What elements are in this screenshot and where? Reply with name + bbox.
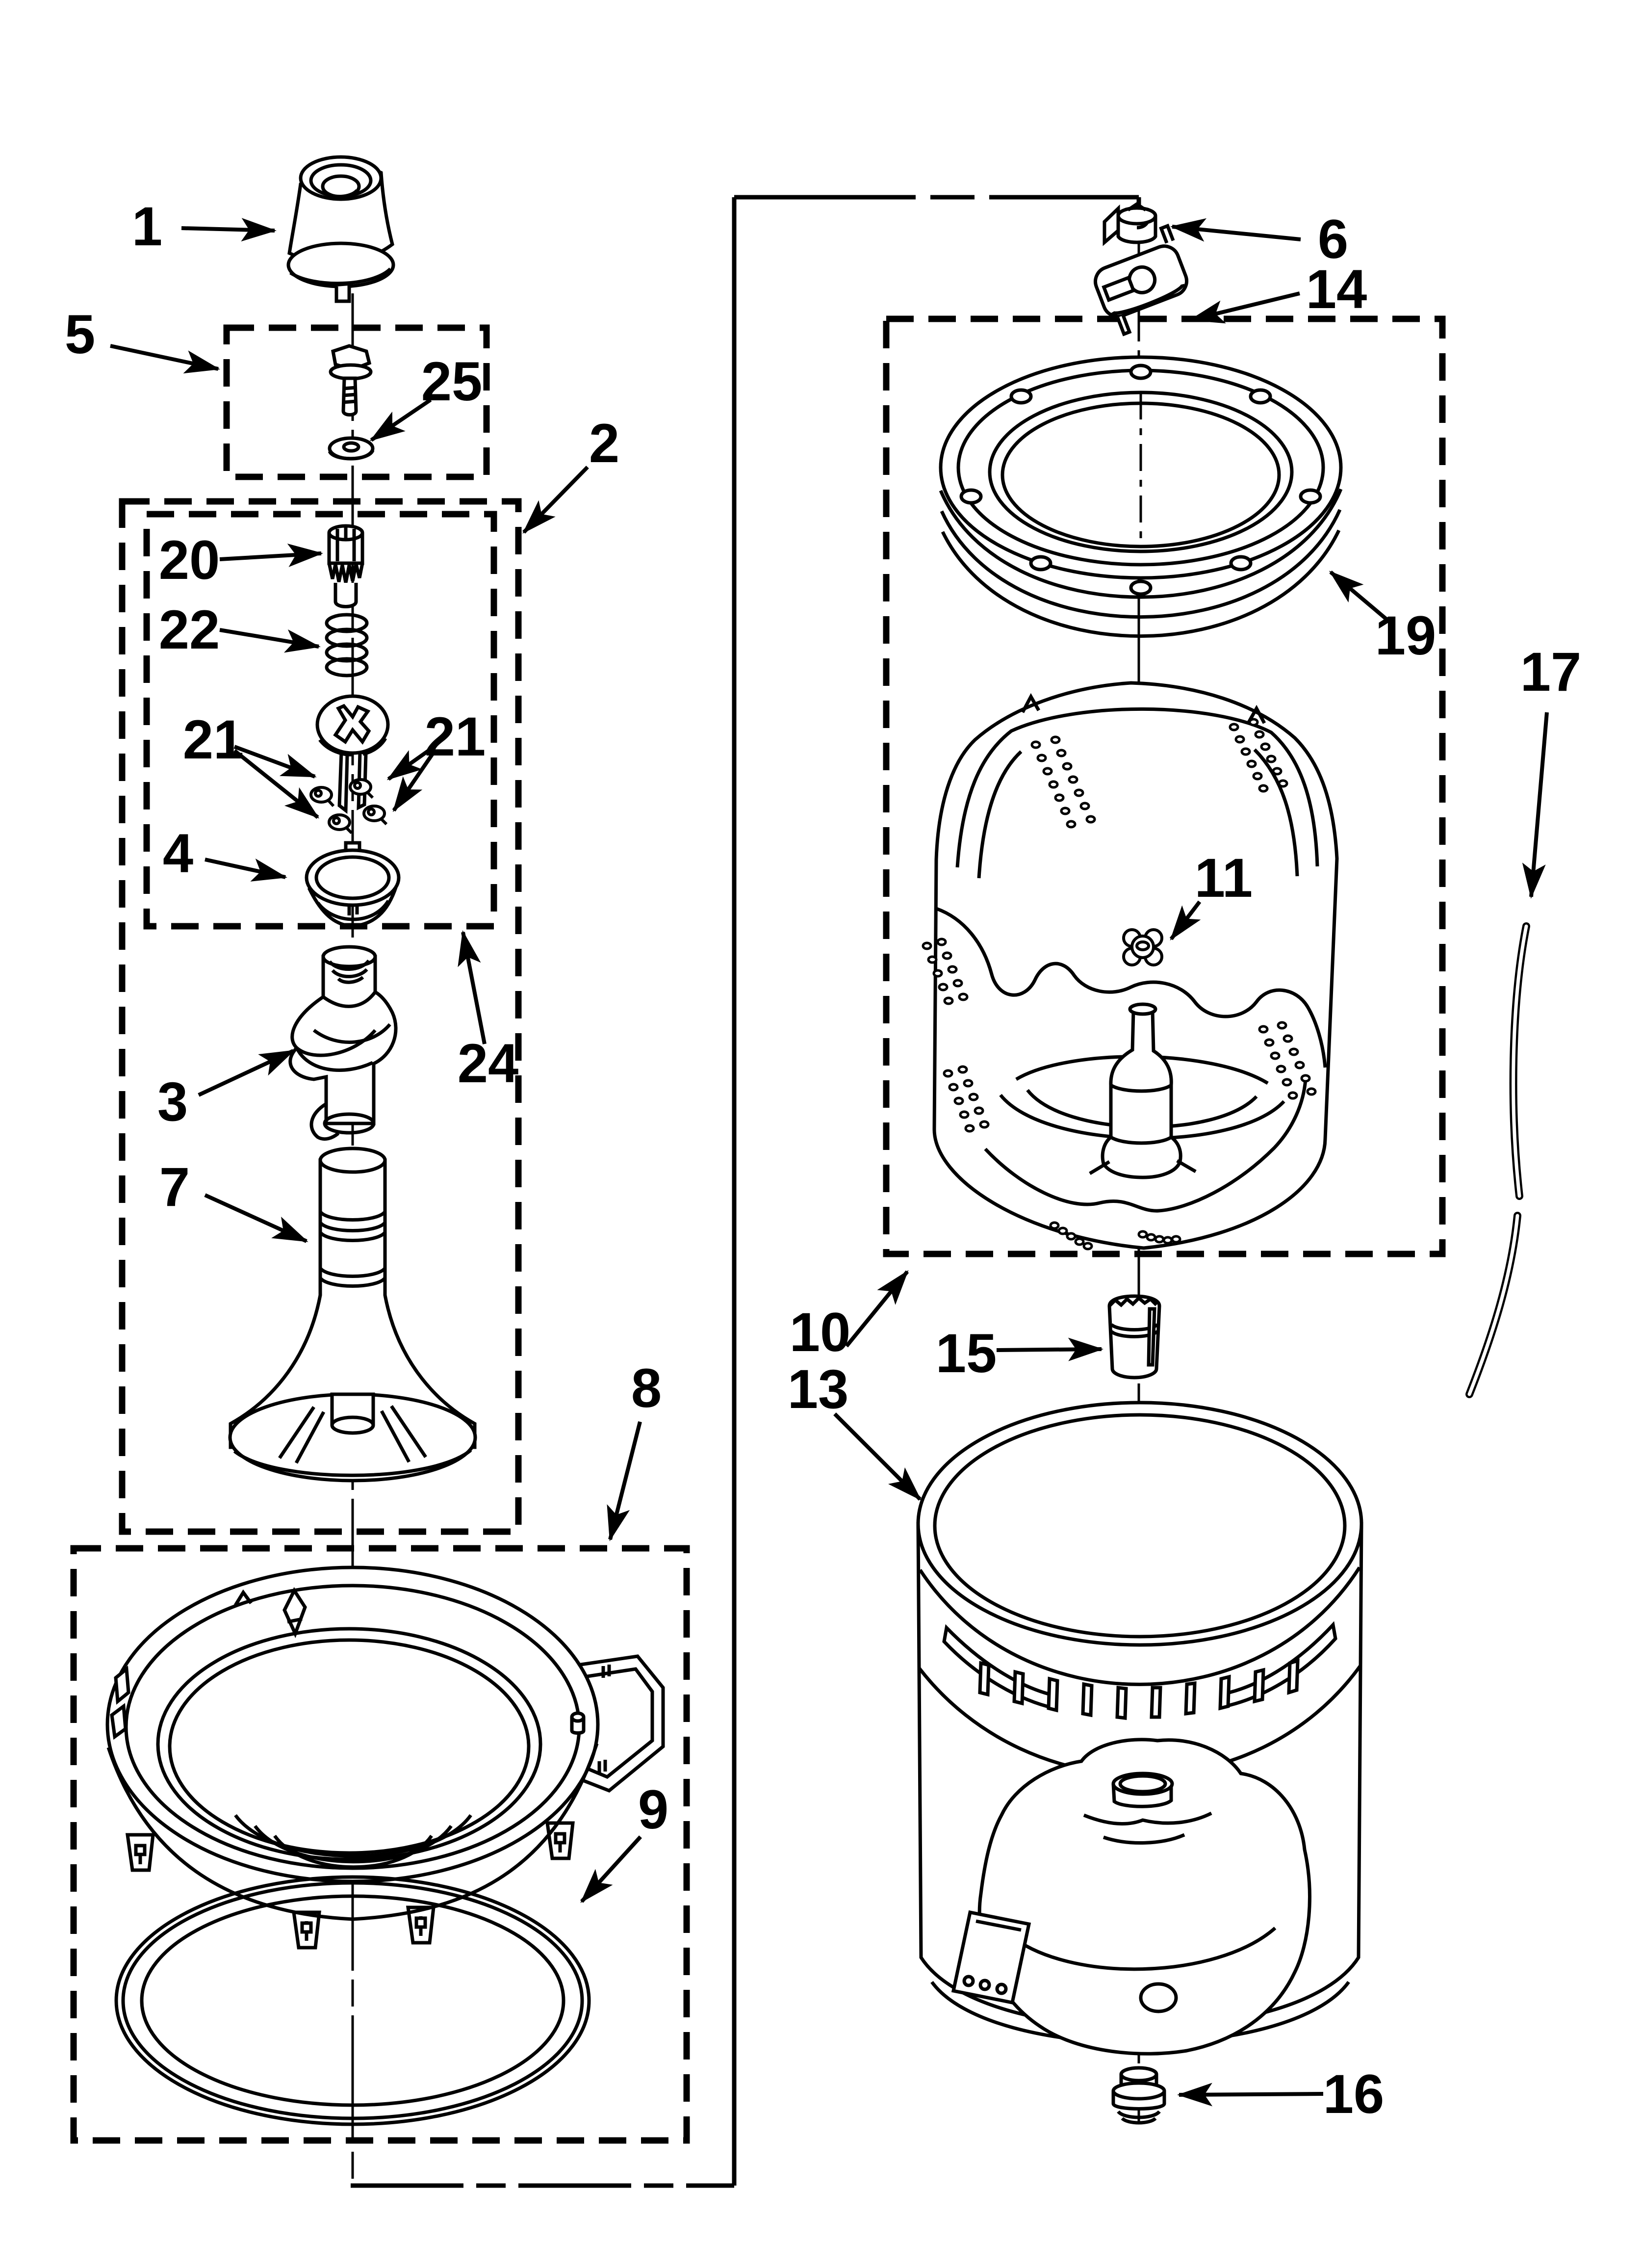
arrow-15 bbox=[997, 1349, 1102, 1350]
part-pressure-ring bbox=[941, 357, 1341, 636]
callout-10: 10 bbox=[789, 1302, 851, 1363]
part-agitator-base bbox=[230, 1148, 475, 1481]
arrow-2 bbox=[524, 467, 588, 532]
callout-17: 17 bbox=[1520, 641, 1582, 703]
tub-front-sump bbox=[979, 1740, 1309, 2054]
callout-21-right: 21 bbox=[424, 706, 486, 767]
arrow-16 bbox=[1179, 2094, 1323, 2095]
callout-1: 1 bbox=[131, 196, 163, 257]
dog-cam-3 bbox=[329, 815, 352, 833]
arrow-17 bbox=[1531, 712, 1547, 897]
callout-16: 16 bbox=[1323, 2063, 1385, 2125]
callout-11: 11 bbox=[1194, 847, 1253, 909]
callout-3: 3 bbox=[157, 1071, 188, 1132]
part-hose bbox=[1469, 926, 1526, 1394]
part-tub-ring bbox=[107, 1567, 663, 1948]
part-auger bbox=[290, 947, 396, 1139]
arrow-5 bbox=[110, 346, 218, 369]
callout-8: 8 bbox=[631, 1357, 662, 1419]
part-dog-cams bbox=[311, 780, 386, 833]
arrow-6 bbox=[1172, 227, 1301, 239]
arrow-9 bbox=[582, 1837, 641, 1902]
part-drive-block bbox=[1109, 1296, 1159, 1378]
arrow-4 bbox=[205, 860, 285, 877]
callout-9: 9 bbox=[638, 1779, 669, 1840]
callout-14: 14 bbox=[1306, 259, 1367, 320]
arrow-10 bbox=[847, 1272, 907, 1346]
callout-20: 20 bbox=[158, 529, 220, 591]
part-thrust-spacer bbox=[329, 526, 362, 607]
part-agitator-cap bbox=[288, 157, 393, 301]
arrow-20 bbox=[220, 553, 321, 559]
callout-25: 25 bbox=[421, 351, 483, 412]
callout-22: 22 bbox=[158, 599, 220, 660]
tub-ring-handle-pin bbox=[572, 1713, 584, 1733]
dog-cam-4 bbox=[364, 806, 386, 824]
part-washer bbox=[330, 438, 373, 459]
arrow-8 bbox=[610, 1422, 640, 1539]
arrow-22 bbox=[220, 630, 319, 647]
callout-5: 5 bbox=[64, 304, 96, 365]
arrow-1 bbox=[181, 228, 275, 231]
callout-6: 6 bbox=[1317, 209, 1349, 270]
part-spring bbox=[327, 615, 367, 676]
arrow-3 bbox=[199, 1051, 293, 1095]
part-shaft-clip bbox=[1104, 204, 1155, 242]
callout-4: 4 bbox=[162, 823, 194, 884]
callout-24: 24 bbox=[457, 1033, 519, 1094]
callout-13: 13 bbox=[787, 1358, 849, 1420]
arrow-13 bbox=[835, 1414, 920, 1499]
callout-21-left: 21 bbox=[182, 709, 244, 770]
part-bolt bbox=[331, 346, 371, 415]
callout-15: 15 bbox=[935, 1323, 997, 1384]
callout-19: 19 bbox=[1375, 605, 1437, 666]
callout-7: 7 bbox=[159, 1156, 190, 1218]
arrow-7 bbox=[205, 1195, 307, 1241]
arrow-24 bbox=[463, 932, 485, 1044]
part-outer-tub bbox=[918, 1403, 1361, 2054]
callout-2: 2 bbox=[589, 413, 620, 474]
dog-cam-1 bbox=[311, 787, 334, 806]
